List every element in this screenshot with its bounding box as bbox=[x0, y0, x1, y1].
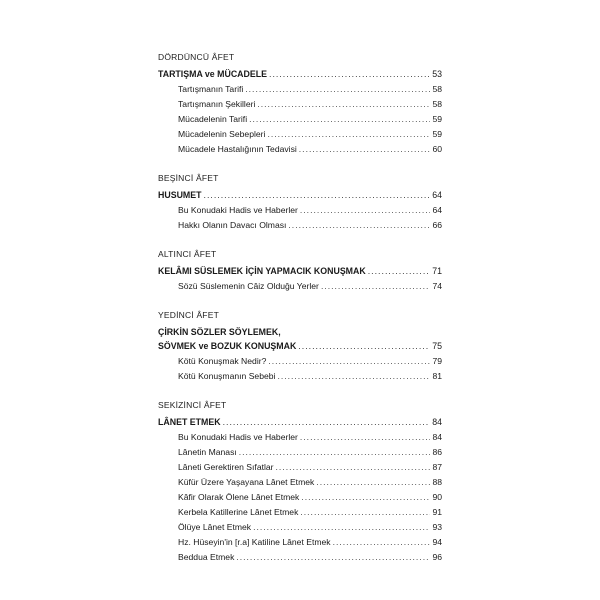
toc-entry[interactable] bbox=[158, 475, 442, 490]
entry-page: 84 bbox=[432, 432, 442, 442]
dot-leader bbox=[269, 67, 430, 82]
toc-section-8 bbox=[158, 398, 442, 565]
entry-title: Kötü Konuşmak Nedir? bbox=[178, 356, 267, 366]
entry-title: Lâneti Gerektiren Sıfatlar bbox=[178, 462, 274, 472]
toc-entry[interactable] bbox=[158, 550, 442, 565]
toc-entry[interactable] bbox=[158, 520, 442, 535]
toc-entry[interactable] bbox=[158, 127, 442, 142]
entry-page: 90 bbox=[432, 492, 442, 502]
entry-title: Tartışmanın Tarifi bbox=[178, 84, 244, 94]
entry-title: Ölüye Lânet Etmek bbox=[178, 522, 252, 532]
entry-page: 84 bbox=[432, 417, 442, 427]
toc-entry[interactable] bbox=[158, 97, 442, 112]
entry-title: Bu Konudaki Hadis ve Haberler bbox=[178, 432, 298, 442]
entry-title: Mücadele Hastalığının Tedavisi bbox=[178, 144, 297, 154]
section-label: SEKİZİNCİ ÂFET bbox=[158, 400, 227, 410]
dot-leader bbox=[223, 415, 430, 430]
entry-title: Lânetin Manası bbox=[178, 447, 237, 457]
entry-title: Kerbela Katillerine Lânet Etmek bbox=[178, 507, 299, 517]
toc-entry[interactable] bbox=[158, 112, 442, 127]
entry-page: 74 bbox=[432, 281, 442, 291]
entry-title: Sözü Süslemenin Câiz Olduğu Yerler bbox=[178, 281, 319, 291]
entry-title: SÖVMEK ve BOZUK KONUŞMAK bbox=[158, 341, 297, 351]
section-label: BEŞİNCİ ÂFET bbox=[158, 173, 219, 183]
entry-page: 59 bbox=[432, 129, 442, 139]
entry-page: 75 bbox=[432, 341, 442, 351]
entry-title: TARTIŞMA ve MÜCADELE bbox=[158, 69, 267, 79]
entry-page: 71 bbox=[432, 266, 442, 276]
dot-leader bbox=[267, 127, 430, 142]
entry-title: HUSUMET bbox=[158, 190, 202, 200]
entry-page: 91 bbox=[432, 507, 442, 517]
toc-main-entry[interactable] bbox=[158, 415, 442, 430]
entry-page: 64 bbox=[432, 190, 442, 200]
dot-leader bbox=[249, 112, 430, 127]
table-of-contents bbox=[158, 50, 442, 579]
toc-entry[interactable] bbox=[158, 203, 442, 218]
toc-entry[interactable] bbox=[158, 279, 442, 294]
dot-leader bbox=[333, 535, 430, 550]
toc-main-entry[interactable] bbox=[158, 339, 442, 354]
entry-page: 79 bbox=[432, 356, 442, 366]
toc-entry[interactable] bbox=[158, 460, 442, 475]
entry-title: Hakkı Olanın Davacı Olması bbox=[178, 220, 287, 230]
section-label: ALTINCI ÂFET bbox=[158, 249, 217, 259]
toc-main-entry[interactable] bbox=[158, 264, 442, 279]
entry-title: Bu Konudaki Hadis ve Haberler bbox=[178, 205, 298, 215]
dot-leader bbox=[245, 82, 430, 97]
dot-leader bbox=[288, 218, 430, 233]
entry-page: 59 bbox=[432, 114, 442, 124]
dot-leader bbox=[298, 339, 430, 354]
toc-entry[interactable] bbox=[158, 369, 442, 384]
toc-entry[interactable] bbox=[158, 82, 442, 97]
entry-title: Küfür Üzere Yaşayana Lânet Etmek bbox=[178, 477, 315, 487]
dot-leader bbox=[276, 460, 430, 475]
entry-page: 87 bbox=[432, 462, 442, 472]
entry-page: 86 bbox=[432, 447, 442, 457]
dot-leader bbox=[300, 430, 430, 445]
toc-main-entry[interactable] bbox=[158, 188, 442, 203]
toc-entry[interactable] bbox=[158, 445, 442, 460]
toc-section-6 bbox=[158, 247, 442, 294]
entry-page: 96 bbox=[432, 552, 442, 562]
entry-title: KELÂMI SÜSLEMEK İÇİN YAPMACIK KONUŞMAK bbox=[158, 266, 366, 276]
dot-leader bbox=[277, 369, 430, 384]
toc-entry[interactable] bbox=[158, 490, 442, 505]
entry-page: 64 bbox=[432, 205, 442, 215]
entry-title: Kötü Konuşmanın Sebebi bbox=[178, 371, 276, 381]
toc-main-entry-line1[interactable] bbox=[158, 325, 442, 339]
dot-leader bbox=[299, 142, 430, 157]
entry-page: 53 bbox=[432, 69, 442, 79]
entry-page: 94 bbox=[432, 537, 442, 547]
entry-title: Mücadelenin Sebepleri bbox=[178, 129, 266, 139]
dot-leader bbox=[268, 354, 430, 369]
dot-leader bbox=[300, 203, 430, 218]
entry-title: Kâfir Olarak Ölene Lânet Etmek bbox=[178, 492, 300, 502]
toc-section-7 bbox=[158, 308, 442, 384]
toc-main-entry[interactable] bbox=[158, 67, 442, 82]
entry-title: Hz. Hüseyin'in [r.a] Katiline Lânet Etmek bbox=[178, 537, 331, 547]
dot-leader bbox=[236, 550, 430, 565]
entry-title: Beddua Etmek bbox=[178, 552, 235, 562]
toc-entry[interactable] bbox=[158, 535, 442, 550]
dot-leader bbox=[368, 264, 430, 279]
dot-leader bbox=[301, 490, 430, 505]
section-label: YEDİNCİ ÂFET bbox=[158, 310, 219, 320]
entry-page: 81 bbox=[432, 371, 442, 381]
entry-page: 93 bbox=[432, 522, 442, 532]
dot-leader bbox=[300, 505, 430, 520]
entry-page: 58 bbox=[432, 99, 442, 109]
entry-title: LÂNET ETMEK bbox=[158, 417, 221, 427]
entry-page: 88 bbox=[432, 477, 442, 487]
entry-page: 66 bbox=[432, 220, 442, 230]
toc-entry[interactable] bbox=[158, 505, 442, 520]
toc-section-4 bbox=[158, 50, 442, 157]
toc-entry[interactable] bbox=[158, 218, 442, 233]
toc-entry[interactable] bbox=[158, 142, 442, 157]
toc-entry[interactable] bbox=[158, 430, 442, 445]
toc-section-5 bbox=[158, 171, 442, 233]
dot-leader bbox=[204, 188, 431, 203]
dot-leader bbox=[239, 445, 430, 460]
entry-title: Tartışmanın Şekilleri bbox=[178, 99, 256, 109]
dot-leader bbox=[257, 97, 430, 112]
dot-leader bbox=[321, 279, 430, 294]
toc-entry[interactable] bbox=[158, 354, 442, 369]
section-label: DÖRDÜNCÜ ÂFET bbox=[158, 52, 235, 62]
entry-title: ÇİRKİN SÖZLER SÖYLEMEK, bbox=[158, 327, 281, 337]
dot-leader bbox=[253, 520, 430, 535]
entry-title: Mücadelenin Tarifi bbox=[178, 114, 248, 124]
entry-page: 58 bbox=[432, 84, 442, 94]
dot-leader bbox=[316, 475, 430, 490]
entry-page: 60 bbox=[432, 144, 442, 154]
